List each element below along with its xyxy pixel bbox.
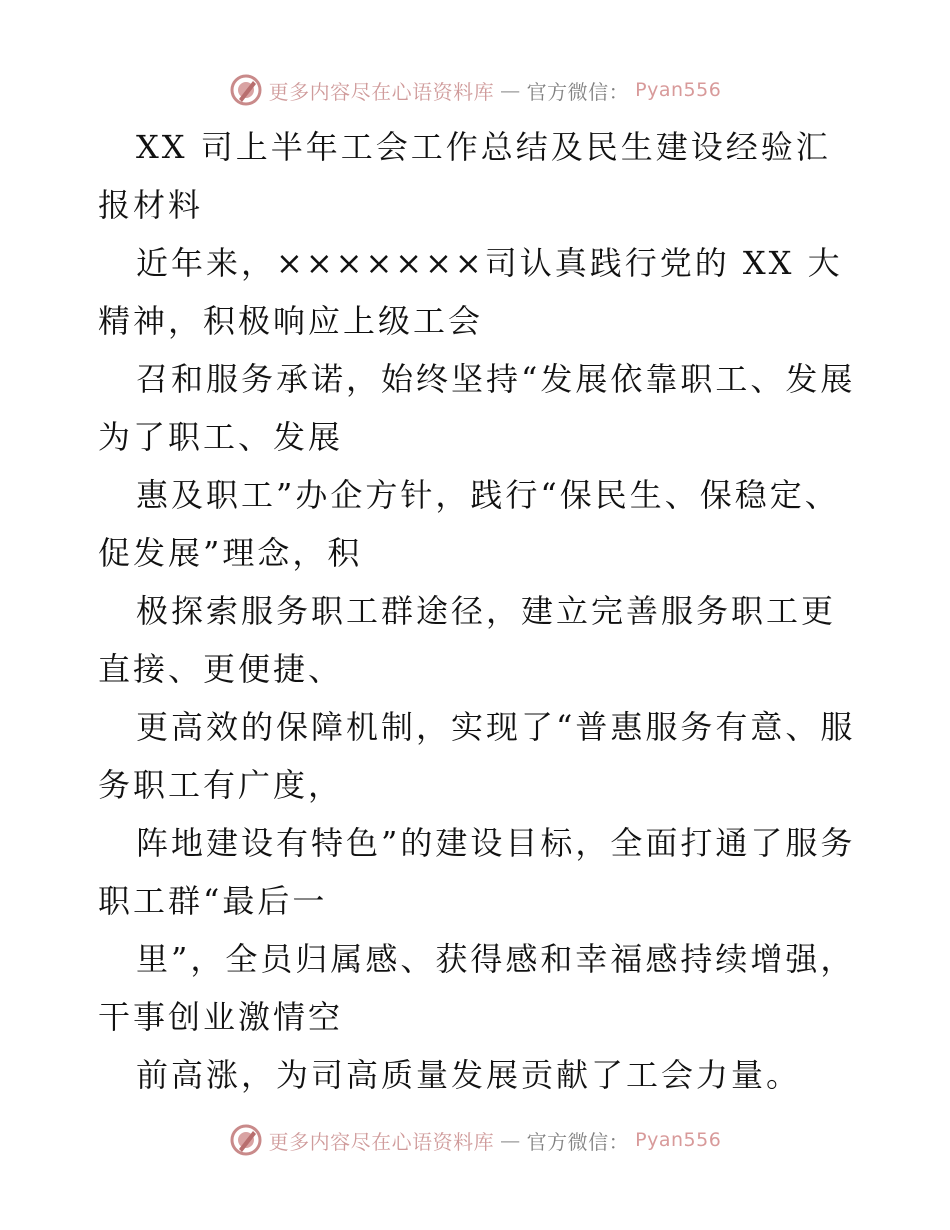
pen-logo-icon (229, 73, 263, 107)
paragraph: 更高效的保障机制，实现了“普惠服务有意、服务职工有广度， (98, 708, 856, 804)
watermark-label: 官方微信： (526, 79, 630, 104)
paragraph: 召和服务承诺，始终坚持“发展依靠职工、发展为了职工、发展 (98, 360, 856, 456)
paragraph: 惠及职工”办企方针，践行“保民生、保稳定、促发展”理念，积 (98, 476, 840, 572)
paragraph: 前高涨，为司高质量发展贡献了工会力量。 (136, 1056, 802, 1094)
paragraph: 里”，全员归属感、获得感和幸福感持续增强，干事创业激情空 (98, 940, 856, 1036)
document-title: XX 司上半年工会工作总结及民生建设经验汇报材料 (98, 128, 831, 224)
watermark-separator: — (500, 78, 521, 102)
paragraph: 阵地建设有特色”的建设目标，全面打通了服务职工群“最后一 (98, 824, 856, 920)
document-body (98, 118, 858, 1104)
paragraph: 极探索服务职工群途径，建立完善服务职工更直接、更便捷、 (98, 592, 837, 688)
pen-logo-icon (229, 1123, 263, 1157)
watermark-account: Pyan556 (635, 79, 722, 101)
paragraph: 近年来，×××××××司认真践行党的 XX 大精神，积极响应上级工会 (98, 244, 843, 340)
watermark-brand: 更多内容尽在心语资料库 (268, 1129, 495, 1154)
footer-watermark (0, 1118, 950, 1162)
watermark-account: Pyan556 (635, 1129, 722, 1151)
watermark-label: 官方微信： (526, 1129, 630, 1154)
watermark-separator: — (500, 1128, 521, 1152)
watermark-brand: 更多内容尽在心语资料库 (268, 79, 495, 104)
header-watermark (0, 68, 950, 112)
